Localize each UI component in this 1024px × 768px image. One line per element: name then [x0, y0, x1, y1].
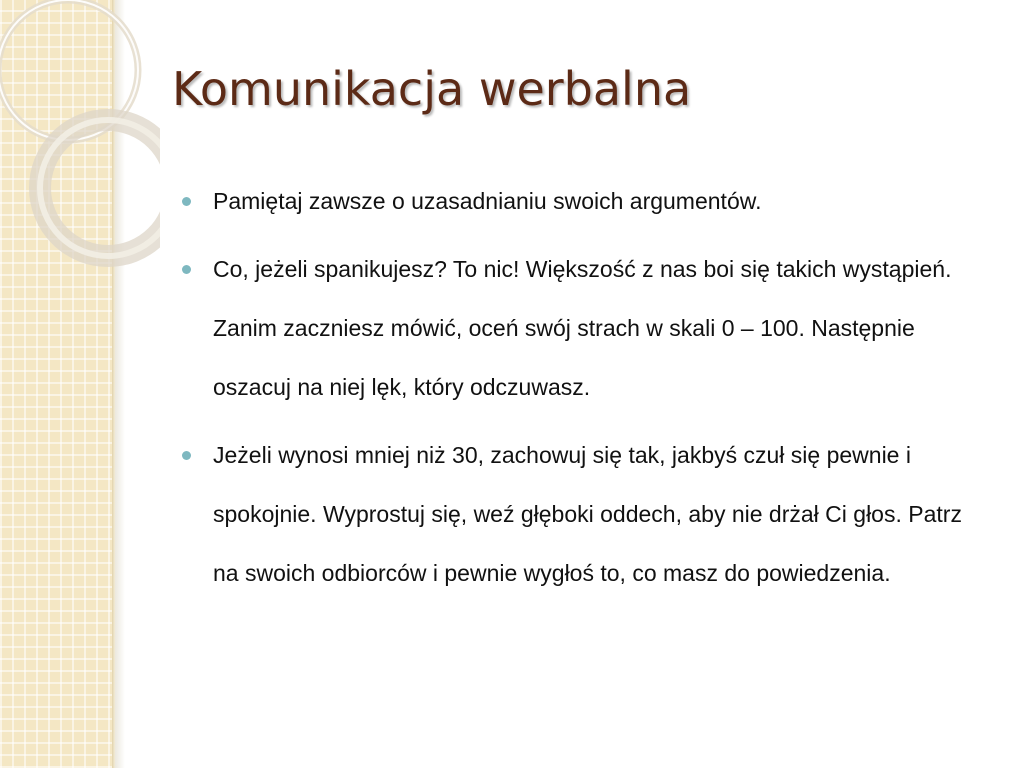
bullet-icon	[182, 265, 191, 274]
slide-title: Komunikacja werbalna	[172, 62, 692, 116]
bullet-text: Pamiętaj zawsze o uzasadnianiu swoich argumentów.	[213, 188, 762, 214]
bullet-item	[182, 426, 992, 603]
bullet-icon	[182, 197, 191, 206]
bullet-text: Jeżeli wynosi mniej niż 30, zachowuj się tak, jakbyś czuł się pewnie i spokojnie. Wyprostuj się, weź głęboki oddech, aby nie drżał Ci głos. Patrz na swoich odbiorców i pewnie wygłoś to, co masz do powiedzenia.	[213, 442, 962, 586]
bullet-text: Co, jeżeli spanikujesz? To nic! Większość z nas boi się takich wystąpień. Zanim zaczniesz mówić, oceń swój strach w skali 0 – 100. Następnie oszacuj na niej lęk, który odczuwasz.	[213, 256, 952, 400]
bullet-item	[182, 240, 992, 417]
bullet-icon	[182, 451, 191, 460]
decorative-rings-icon	[0, 0, 160, 300]
bullet-list	[182, 172, 992, 612]
bullet-item	[182, 172, 992, 231]
